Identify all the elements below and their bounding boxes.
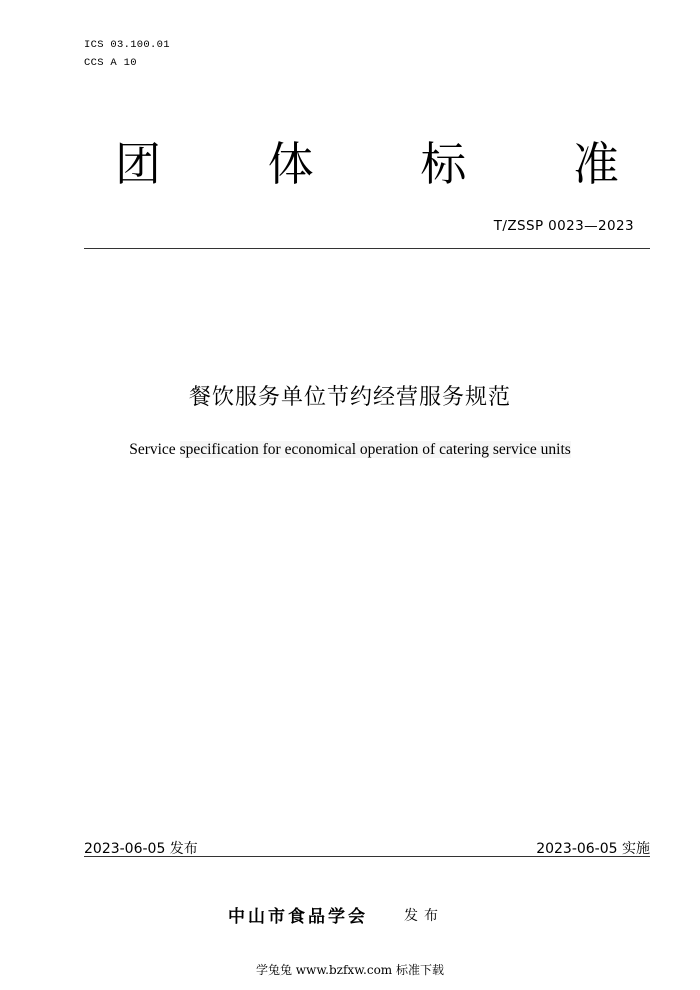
document-type-title xyxy=(108,134,626,194)
english-title-part-highlighted: specification for economical operation of catering service units xyxy=(179,441,571,458)
ics-code: ICS 03.100.01 xyxy=(84,39,170,51)
watermark-footer: 学兔兔 www.bzfxw.com 标准下载 xyxy=(255,963,445,977)
document-type-char: 体 xyxy=(267,137,314,191)
header-divider xyxy=(84,248,650,249)
issue-label: 发布 xyxy=(404,908,444,924)
ccs-code: CCS A 10 xyxy=(84,57,137,69)
footer-divider xyxy=(84,856,650,857)
implementation-date: 2023-06-05 实施 xyxy=(536,841,650,857)
english-title xyxy=(0,441,700,459)
document-type-char: 标 xyxy=(420,137,467,191)
issuer-name: 中山市食品学会 xyxy=(228,907,368,927)
release-date: 2023-06-05 发布 xyxy=(84,841,198,857)
english-title-part: Service xyxy=(129,441,180,458)
document-type-char: 准 xyxy=(572,137,619,191)
document-type-char: 团 xyxy=(115,137,161,191)
issuer-row xyxy=(228,902,444,927)
standard-number: T/ZSSP 0023—2023 xyxy=(493,218,634,234)
chinese-title: 餐饮服务单位节约经营服务规范 xyxy=(188,385,511,410)
classification-codes xyxy=(84,36,170,72)
